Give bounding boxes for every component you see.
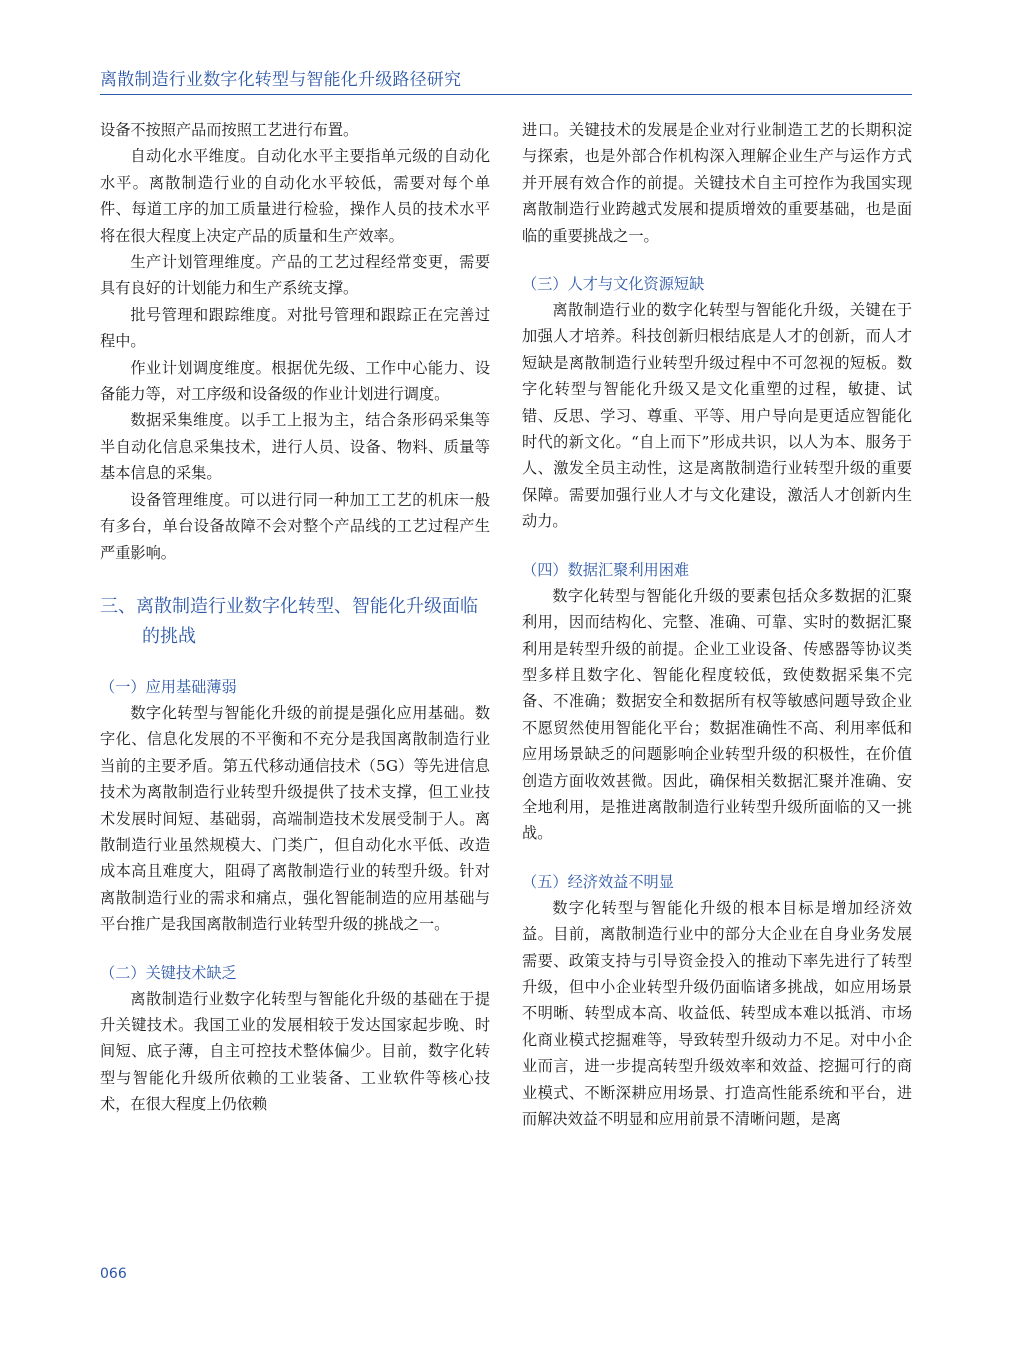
spacer xyxy=(100,566,490,592)
subsection-heading: （一）应用基础薄弱 xyxy=(100,677,237,696)
spacer xyxy=(522,535,912,557)
subsection-heading: （二）关键技术缺乏 xyxy=(100,963,237,982)
subsection-heading: （五）经济效益不明显 xyxy=(522,872,674,891)
spacer xyxy=(100,938,490,960)
paragraph: 离散制造行业的数字化转型与智能化升级，关键在于加强人才培养。科技创新归根结底是人才的创新，而人才短缺是离散制造行业转型升级过程中不可忽视的短板。数字化转型与智能化升级又是文化重塑的过程，敏捷、试错、反思、学习、尊重、平等、用户导向是更适应智能化时代的新文化。“自上而下”形成共识，以人为本、服务于人、激发全员主动性，这是离散制造行业转型升级的重要保障。需要加强行业人才与文化建设，激活人才创新内生动力。 xyxy=(522,301,912,531)
paragraph: 离散制造行业数字化转型与智能化升级的基础在于提升关键技术。我国工业的发展相较于发达国家起步晚、时间短、底子薄，自主可控技术整体偏少。目前，数字化转型与智能化升级所依赖的工业装备、工业软件等核心技术，在很大程度上仍依赖 xyxy=(100,989,490,1114)
page-number: 066 xyxy=(100,1266,127,1282)
right-column xyxy=(522,117,912,1132)
paragraph: 进口。关键技术的发展是企业对行业制造工艺的长期积淀与探索，也是外部合作机构深入理解企业生产与运作方式并开展有效合作的前提。关键技术自主可控作为我国实现离散制造行业跨越式发展和提质增效的重要基础，也是面临的重要挑战之一。 xyxy=(522,121,912,245)
paragraph: 设备管理维度。可以进行同一种加工工艺的机床一般有多台，单台设备故障不会对整个产品线的工艺过程产生严重影响。 xyxy=(100,490,490,562)
spacer xyxy=(522,847,912,869)
spacer xyxy=(522,249,912,271)
paragraph: 数字化转型与智能化升级的前提是强化应用基础。数字化、信息化发展的不平衡和不充分是我国离散制造行业当前的主要矛盾。第五代移动通信技术（5G）等先进信息技术为离散制造行业转型升级提供了技术支撑，但工业技术发展时间短、基础弱，高端制造技术发展受制于人。离散制造行业虽然规模大、门类广，但自动化水平低、改造成本高且难度大，阻碍了离散制造行业的转型升级。针对离散制造行业的需求和痛点，强化智能制造的应用基础与平台推广是我国离散制造行业转型升级的挑战之一。 xyxy=(100,703,490,934)
paragraph: 批号管理和跟踪维度。对批号管理和跟踪正在完善过程中。 xyxy=(100,305,490,351)
paragraph: 自动化水平维度。自动化水平主要指单元级的自动化水平。离散制造行业的自动化水平较低，需要对每个单件、每道工序的加工质量进行检验，操作人员的技术水平将在很大程度上决定产品的质量和生产效率。 xyxy=(100,147,490,245)
subsection-heading: （四）数据汇聚利用困难 xyxy=(522,560,690,579)
paragraph: 数据采集维度。以手工上报为主，结合条形码采集等半自动化信息采集技术，进行人员、设备、物料、质量等基本信息的采集。 xyxy=(100,411,490,483)
paragraph: 生产计划管理维度。产品的工艺过程经常变更，需要具有良好的计划能力和生产系统支撑。 xyxy=(100,253,490,298)
subsection-heading: （三）人才与文化资源短缺 xyxy=(522,275,705,294)
paragraph: 设备不按照产品而按照工艺进行布置。 xyxy=(100,121,359,139)
header-title: 离散制造行业数字化转型与智能化升级路径研究 xyxy=(100,70,462,90)
paragraph: 作业计划调度维度。根据优先级、工作中心能力、设备能力等，对工序级和设备级的作业计划进行调度。 xyxy=(100,358,490,404)
paragraph: 数字化转型与智能化升级的要素包括众多数据的汇聚利用，因而结构化、完整、准确、可靠、实时的数据汇聚利用是转型升级的前提。企业工业设备、传感器等协议类型多样且数字化、智能化程度较低，致使数据采集不完备、不准确；数据安全和数据所有权等敏感问题导致企业不愿贸然使用智能化平台；数据准确性不高、利用率低和应用场景缺乏的问题影响企业转型升级的积极性，在价值创造方面收效甚微。因此，确保相关数据汇聚并准确、安全地利用，是推进离散制造行业转型升级所面临的又一挑战。 xyxy=(522,586,912,843)
paragraph: 数字化转型与智能化升级的根本目标是增加经济效益。目前，离散制造行业中的部分大企业在自身业务发展需要、政策支持与引导资金投入的推动下率先进行了转型升级，但中小企业转型升级仍面临诸多挑战，如应用场景不明晰、转型成本高、收益低、转型成本难以抵消、市场化商业模式挖掘难等，导致转型升级动力不足。对中小企业而言，进一步提高转型升级效率和效益、挖掘可行的商业模式、不断深耕应用场景、打造高性能系统和平台，进而解决效益不明显和应用前景不清晰问题，是离 xyxy=(522,898,912,1128)
left-column xyxy=(100,117,490,1118)
spacer xyxy=(100,652,490,674)
running-header xyxy=(100,68,912,95)
section-heading: 三、离散制造行业数字化转型、智能化升级面临的挑战 xyxy=(100,595,478,647)
